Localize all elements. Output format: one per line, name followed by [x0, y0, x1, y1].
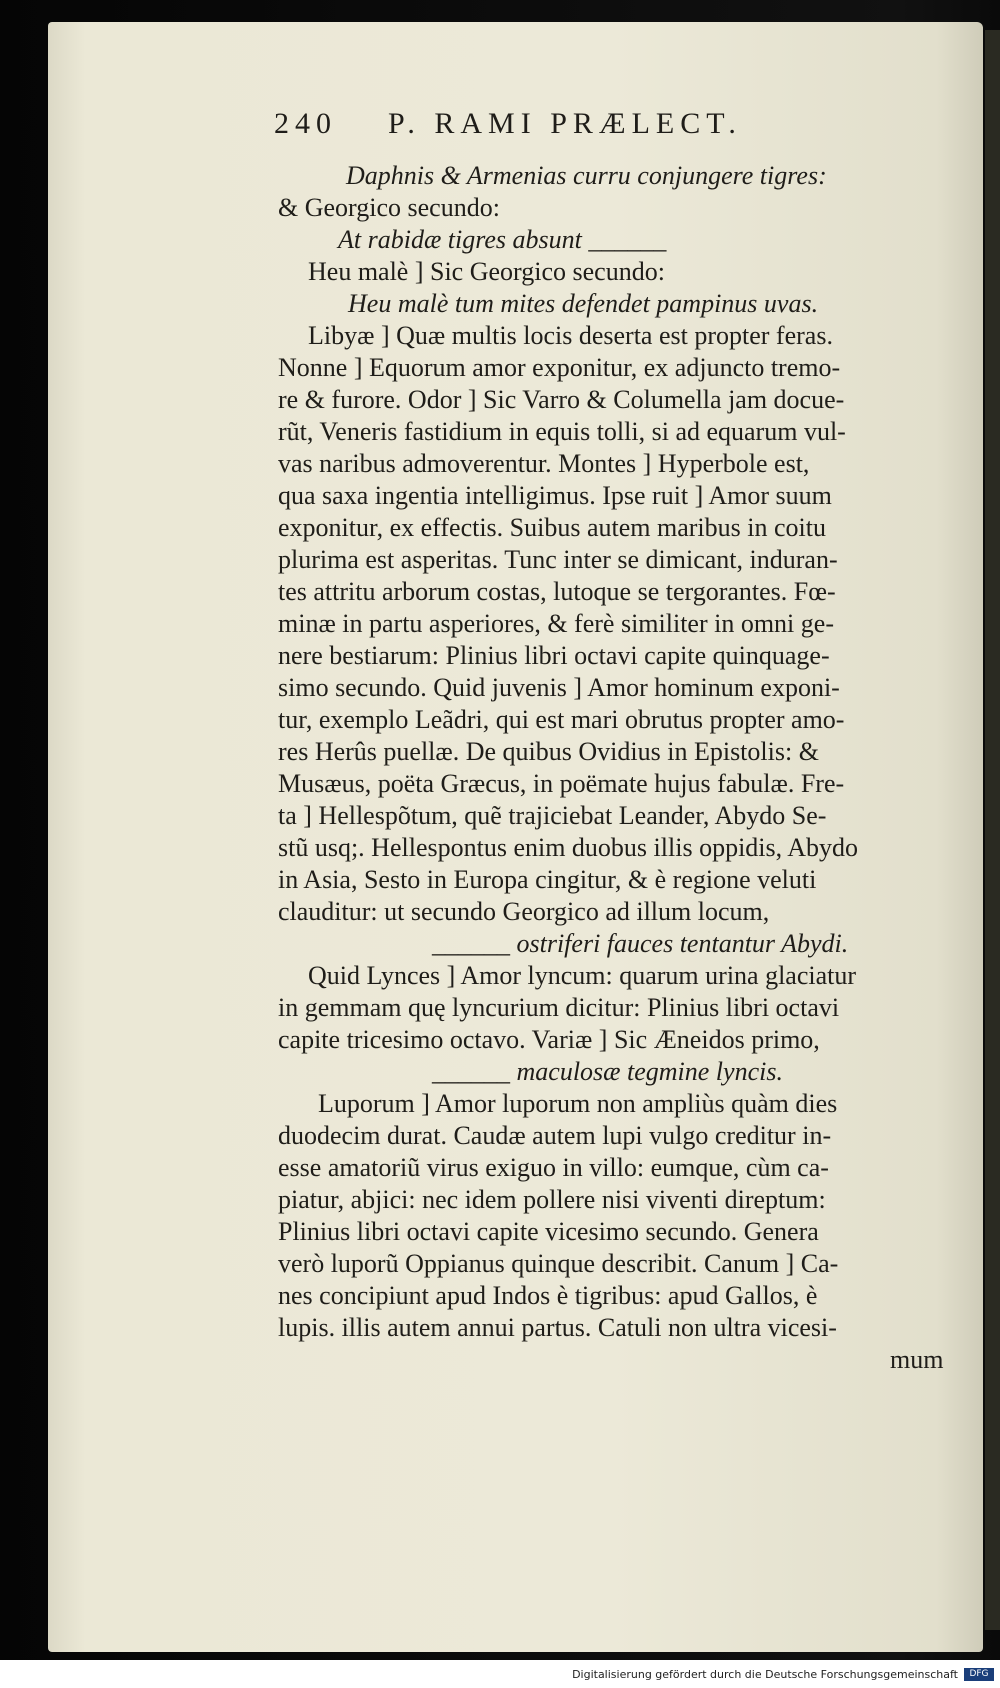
dfg-logo-icon: DFG — [964, 1668, 994, 1681]
text-line: verò luporũ Oppianus quinque describit. Canum ] Ca- — [278, 1249, 839, 1278]
text-line: res Herûs puellæ. De quibus Ovidius in Epistolis: & — [278, 737, 819, 766]
book-edge — [985, 30, 1000, 1630]
verse-line: Daphnis & Armenias curru conjungere tigres: — [346, 161, 827, 190]
text-line: minæ in partu asperiores, & ferè similiter in omni ge- — [278, 609, 834, 638]
text-line: plurima est asperitas. Tunc inter se dimicant, induran- — [278, 545, 838, 574]
footer-bar — [0, 1660, 1000, 1688]
text-line: rũt, Veneris fastidium in equis tolli, si ad equarum vul- — [278, 417, 846, 446]
text-line: ta ] Hellespõtum, quẽ trajiciebat Leander, Abydo Se- — [278, 801, 827, 830]
text-line: clauditur: ut secundo Georgico ad illum locum, — [278, 897, 770, 926]
text-line: tes attritu arborum costas, lutoque se tergorantes. Fœ- — [278, 577, 836, 606]
text-line: vas naribus admoverentur. Montes ] Hyperbole est, — [278, 449, 810, 478]
text-line: re & furore. Odor ] Sic Varro & Columella jam docue- — [278, 385, 845, 414]
verse-line: Heu malè tum mites defendet pampinus uvas. — [348, 289, 819, 318]
text-line: capite tricesimo octavo. Variæ ] Sic Æneidos primo, — [278, 1025, 820, 1054]
catchword: mum — [890, 1345, 944, 1374]
text-line: Quid Lynces ] Amor lyncum: quarum urina glaciatur — [308, 961, 857, 990]
text-line: Libyæ ] Quæ multis locis deserta est propter feras. — [308, 321, 833, 350]
text-line: lupis. illis autem annui partus. Catuli non ultra vicesi- — [278, 1313, 837, 1342]
text-line: exponitur, ex effectis. Suibus autem maribus in coitu — [278, 513, 826, 542]
text-line: in gemmam quę lyncurium dicitur: Plinius libri octavi — [278, 993, 840, 1022]
text-line: nes concipiunt apud Indos è tigribus: apud Gallos, è — [278, 1281, 818, 1310]
text-line: in Asia, Sesto in Europa cingitur, & è regione veluti — [278, 865, 817, 894]
verse-line: ______ maculosæ tegmine lyncis. — [432, 1057, 783, 1086]
text-line: duodecim durat. Caudæ autem lupi vulgo creditur in- — [278, 1121, 832, 1150]
text-line: Nonne ] Equorum amor exponitur, ex adjuncto tremo- — [278, 353, 841, 382]
footer-credit: Digitalisierung gefördert durch die Deutsche Forschungsgemeinschaft — [572, 1668, 958, 1681]
text-line: Plinius libri octavi capite vicesimo secundo. Genera — [278, 1217, 819, 1246]
text-line: & Georgico secundo: — [278, 193, 500, 222]
text-line: simo secundo. Quid juvenis ] Amor hominum exponi- — [278, 673, 840, 702]
text-line: esse amatoriũ virus exiguo in villo: eumque, cùm ca- — [278, 1153, 829, 1182]
text-line: qua saxa ingentia intelligimus. Ipse ruit ] Amor suum — [278, 481, 832, 510]
running-head: P. RAMI PRÆLECT. — [388, 107, 742, 140]
text-line: nere bestiarum: Plinius libri octavi capite quinquage- — [278, 641, 830, 670]
text-line: piatur, abjici: nec idem pollere nisi viventi direptum: — [278, 1185, 826, 1214]
text-line: Heu malè ] Sic Georgico secundo: — [308, 257, 665, 286]
text-line: Luporum ] Amor luporum non ampliùs quàm dies — [318, 1089, 838, 1118]
verse-line: ______ ostriferi fauces tentantur Abydi. — [432, 929, 849, 958]
text-line: Musæus, poëta Græcus, in poëmate hujus fabulæ. Fre- — [278, 769, 845, 798]
verse-line: At rabidæ tigres absunt ______ — [338, 225, 667, 254]
text-line: stũ usq;. Hellespontus enim duobus illis oppidis, Abydo — [278, 833, 858, 862]
text-line: tur, exemplo Leãdri, qui est mari obrutus propter amo- — [278, 705, 845, 734]
page-number: 240 — [274, 107, 337, 140]
